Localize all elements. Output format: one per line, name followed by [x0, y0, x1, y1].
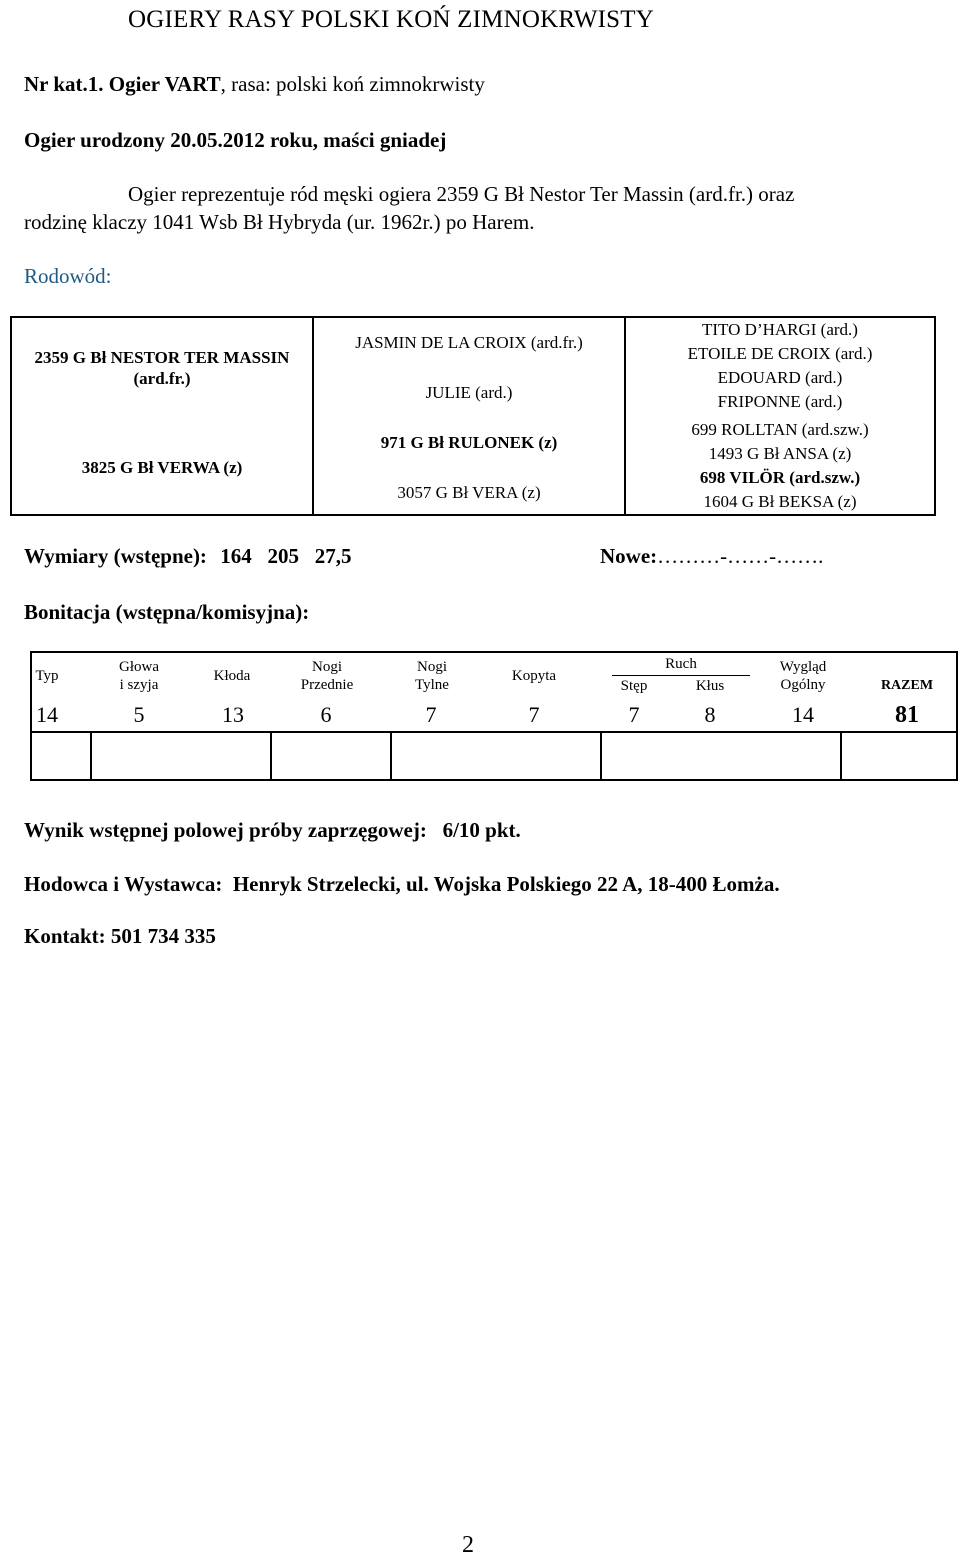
pedigree-table: [10, 316, 936, 516]
pedigree-great-grandparent: 699 ROLLTAN (ard.szw.): [691, 420, 869, 440]
catalog-horse-name: Nr kat.1. Ogier VART: [24, 72, 221, 96]
header-nogi-przednie-line2: Przednie: [300, 677, 354, 693]
score-wyglad: 14: [792, 702, 814, 727]
score-typ: 14: [36, 702, 58, 727]
pedigree-dam: 3825 G Bł VERWA (z): [81, 458, 243, 478]
measurements-label: Wymiary (wstępne):: [24, 544, 207, 568]
header-glowa: [107, 653, 171, 699]
score-nogi-przednie: 6: [320, 702, 332, 727]
new-measurements-label: Nowe:: [600, 544, 658, 568]
header-nogi-przednie: [292, 653, 362, 699]
score-kloda: 13: [222, 702, 244, 727]
score-nogi-tylne: 7: [425, 702, 437, 727]
score-razem: 81: [895, 701, 919, 728]
pedigree-great-grandparent: EDOUARD (ard.): [717, 368, 843, 388]
lineage-line-1: Ogier reprezentuje ród męski ogiera 2359 G Bł Nestor Ter Massin (ard.fr.) oraz: [128, 182, 795, 206]
breeder-info: Hodowca i Wystawca: Henryk Strzelecki, ul. Wojska Polskiego 22 A, 18-400 Łomża.: [24, 872, 780, 896]
header-wyglad-line2: Ogólny: [780, 677, 826, 693]
trial-result: Wynik wstępnej polowej próby zaprzęgowej: 6/10 pkt.: [24, 818, 521, 842]
score-col-divider: [600, 731, 602, 779]
score-col-divider: [840, 731, 842, 779]
catalog-breed: , rasa: polski koń zimnokrwisty: [220, 72, 485, 96]
header-nogi-przednie-line1: Nogi: [312, 659, 342, 675]
document-title: OGIERY RASY POLSKI KOŃ ZIMNOKRWISTY: [128, 6, 654, 33]
header-nogi-tylne-line1: Nogi: [417, 659, 447, 675]
header-glowa-line1: Głowa: [119, 659, 159, 675]
score-table: [30, 651, 958, 781]
pedigree-grandparent: JULIE (ard.): [425, 383, 513, 403]
pedigree-great-grandparent: 1604 G Bł BEKSA (z): [703, 492, 857, 512]
score-col-divider: [390, 731, 392, 779]
header-nogi-tylne-line2: Tylne: [415, 677, 449, 693]
header-nogi-tylne: [397, 653, 467, 699]
score-kopyta: 7: [528, 702, 540, 727]
birth-line: [24, 128, 446, 153]
header-glowa-line2: i szyja: [119, 677, 159, 693]
pedigree-great-grandparent: 1493 G Bł ANSA (z): [708, 444, 852, 464]
contact-info: Kontakt: 501 734 335: [24, 924, 216, 948]
bonitacja-label: Bonitacja (wstępna/komisyjna):: [24, 600, 310, 624]
pedigree-great-grandparent: ETOILE DE CROIX (ard.): [687, 344, 873, 364]
pedigree-grandparent: JASMIN DE LA CROIX (ard.fr.): [355, 333, 583, 353]
score-klus: 8: [704, 702, 716, 727]
header-wyglad: [768, 653, 838, 699]
score-row-divider: [32, 731, 956, 733]
score-step: 7: [628, 702, 640, 727]
header-ruch: Ruch: [665, 656, 697, 672]
pedigree-sire: 2359 G Bł NESTOR TER MASSIN (ard.fr.): [34, 347, 290, 388]
pedigree-great-grandparent: TITO D’HARGI (ard.): [702, 320, 858, 340]
score-col-divider: [270, 731, 272, 779]
catalog-line: [24, 72, 485, 97]
score-glowa: 5: [133, 702, 145, 727]
header-klus: Kłus: [695, 678, 725, 694]
header-step: Stęp: [620, 678, 648, 694]
header-razem: RAZEM: [880, 677, 934, 693]
new-measurements: [600, 544, 823, 569]
pedigree-grandparent: 3057 G Bł VERA (z): [397, 483, 541, 503]
pedigree-grandparent: 971 G Bł RULONEK (z): [380, 433, 558, 453]
header-kopyta: Kopyta: [511, 668, 557, 684]
lineage-line-2: rodzinę klaczy 1041 Wsb Bł Hybryda (ur. 1962r.) po Harem.: [24, 210, 535, 234]
pedigree-label: Rodowód:: [24, 264, 112, 288]
header-wyglad-line1: Wygląd: [779, 659, 827, 675]
pedigree-great-grandparent: FRIPONNE (ard.): [717, 392, 843, 412]
new-measurements-value: ………-……-…….: [657, 544, 824, 568]
measurements-line: [24, 544, 351, 569]
score-col-divider: [90, 731, 92, 779]
birth-date: Ogier urodzony 20.05.2012 roku,: [24, 128, 319, 152]
coat-color: maści gniadej: [323, 128, 447, 152]
page-number: 2: [462, 1532, 474, 1558]
pedigree-great-grandparent: 698 VILÖR (ard.szw.): [699, 468, 861, 488]
header-kloda: Kłoda: [213, 668, 251, 684]
measurements-values: 164 205 27,5: [220, 544, 352, 568]
header-typ: Typ: [35, 668, 59, 684]
